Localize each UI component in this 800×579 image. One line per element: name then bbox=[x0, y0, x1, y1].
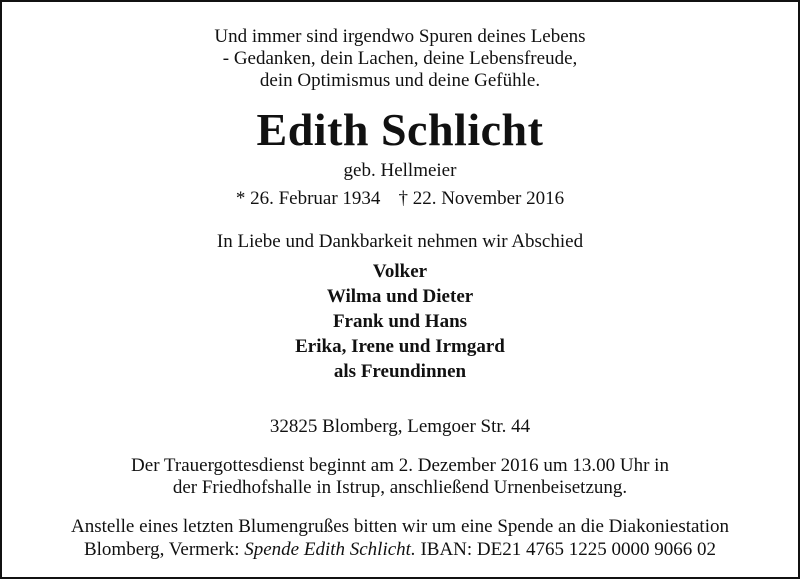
life-dates bbox=[2, 188, 798, 210]
donation-note: Spende Edith Schlicht. bbox=[244, 539, 416, 560]
farewell-line: In Liebe und Dankbarkeit nehmen wir Abschied bbox=[216, 231, 584, 252]
service-line-1: Der Trauergottesdienst beginnt am 2. Dezember 2016 um 13.00 Uhr in bbox=[131, 455, 669, 476]
mourner-4: Erika, Irene und Irmgard bbox=[295, 336, 505, 357]
donation-line-2 bbox=[2, 539, 798, 561]
verse-line-1: Und immer sind irgendwo Spuren deines Lebens bbox=[214, 26, 586, 47]
birth-date: * 26. Februar 1934 bbox=[235, 188, 381, 209]
verse-line-3: dein Optimismus und deine Gefühle. bbox=[259, 70, 541, 91]
deceased-name: Edith Schlicht bbox=[256, 104, 544, 155]
maiden-name: geb. Hellmeier bbox=[343, 160, 457, 181]
death-date: † 22. November 2016 bbox=[398, 188, 565, 209]
service-line-2: der Friedhofshalle in Istrup, anschließend Urnenbeisetzung. bbox=[172, 477, 628, 498]
donation-iban: IBAN: DE21 4765 1225 0000 9066 02 bbox=[415, 539, 717, 560]
mourner-2: Wilma und Dieter bbox=[326, 286, 474, 307]
donation-line-1: Anstelle eines letzten Blumengrußes bitten wir um eine Spende an die Diakoniestation bbox=[71, 516, 729, 537]
mourner-3: Frank und Hans bbox=[332, 311, 468, 332]
verse-line-2: - Gedanken, dein Lachen, deine Lebensfreude, bbox=[222, 48, 578, 69]
address: 32825 Blomberg, Lemgoer Str. 44 bbox=[269, 416, 531, 437]
mourner-1: Volker bbox=[372, 261, 428, 282]
mourner-5: als Freundinnen bbox=[333, 361, 467, 382]
donation-prefix: Blomberg, Vermerk: bbox=[83, 539, 245, 560]
